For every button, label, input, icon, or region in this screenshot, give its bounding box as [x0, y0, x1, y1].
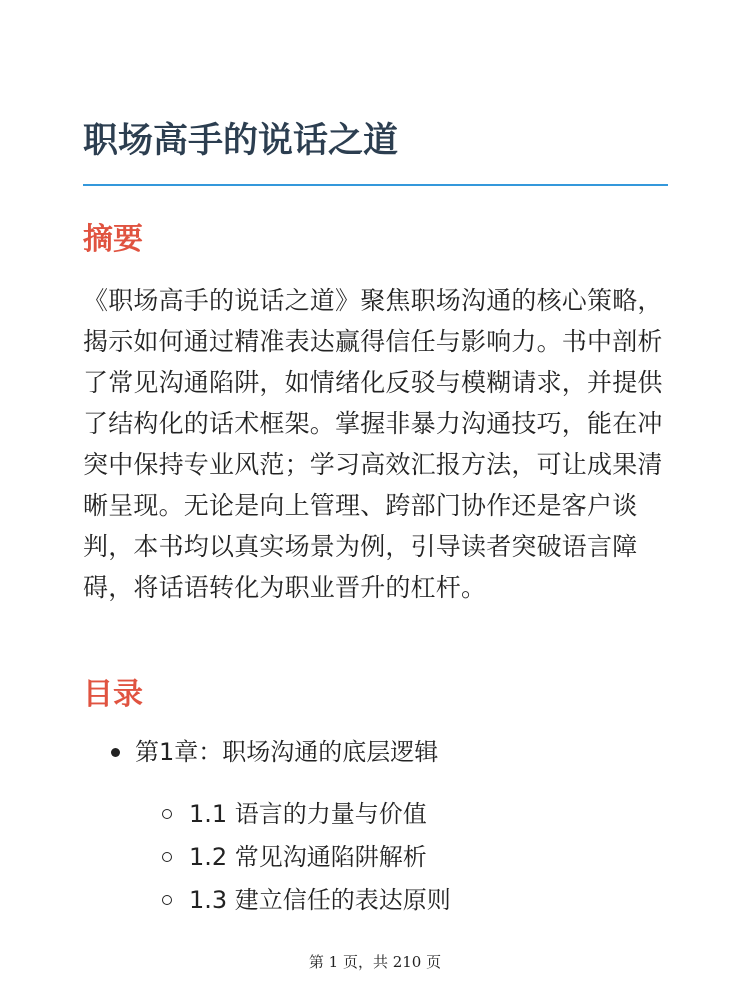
document-title: 职场高手的说话之道 — [83, 121, 399, 161]
page-number-footer: 第 1 页，共 210 页 — [308, 953, 442, 971]
summary-heading: 摘要 — [83, 222, 143, 257]
summary-paragraph: 《职场高手的说话之道》聚焦职场沟通的核心策略，揭示如何通过精准表达赢得信任与影响力。书中剖析了常见沟通陷阱，如情绪化反驳与模糊请求，并提供了结构化的话术框架。掌握非暴力沟通技巧，能在冲突中保持专业风范；学习高效汇报方法，可让成果清晰呈现。无论是向上管理、跨部门协作还是客户谈判，本书均以真实场景为例，引导读者突破语言障碍，将话语转化为职业晋升的杠杆。 — [83, 286, 663, 602]
bullet-disc-icon — [111, 748, 120, 757]
toc-section-item — [135, 880, 451, 920]
bullet-circle-icon — [162, 852, 172, 862]
toc-section-label: 1.1 语言的力量与价值 — [189, 800, 427, 828]
toc-section-label: 1.3 建立信任的表达原则 — [189, 886, 451, 914]
table-of-contents — [83, 732, 451, 923]
toc-section-item — [135, 837, 451, 877]
bullet-circle-icon — [162, 809, 172, 819]
title-divider — [83, 184, 668, 186]
toc-heading: 目录 — [83, 677, 143, 712]
toc-chapter-item — [83, 732, 451, 920]
toc-section-item — [135, 794, 451, 834]
bullet-circle-icon — [162, 895, 172, 905]
toc-section-label: 1.2 常见沟通陷阱解析 — [189, 843, 427, 871]
toc-section-list — [135, 794, 451, 920]
toc-chapter-label: 第1章：职场沟通的底层逻辑 — [135, 738, 439, 766]
